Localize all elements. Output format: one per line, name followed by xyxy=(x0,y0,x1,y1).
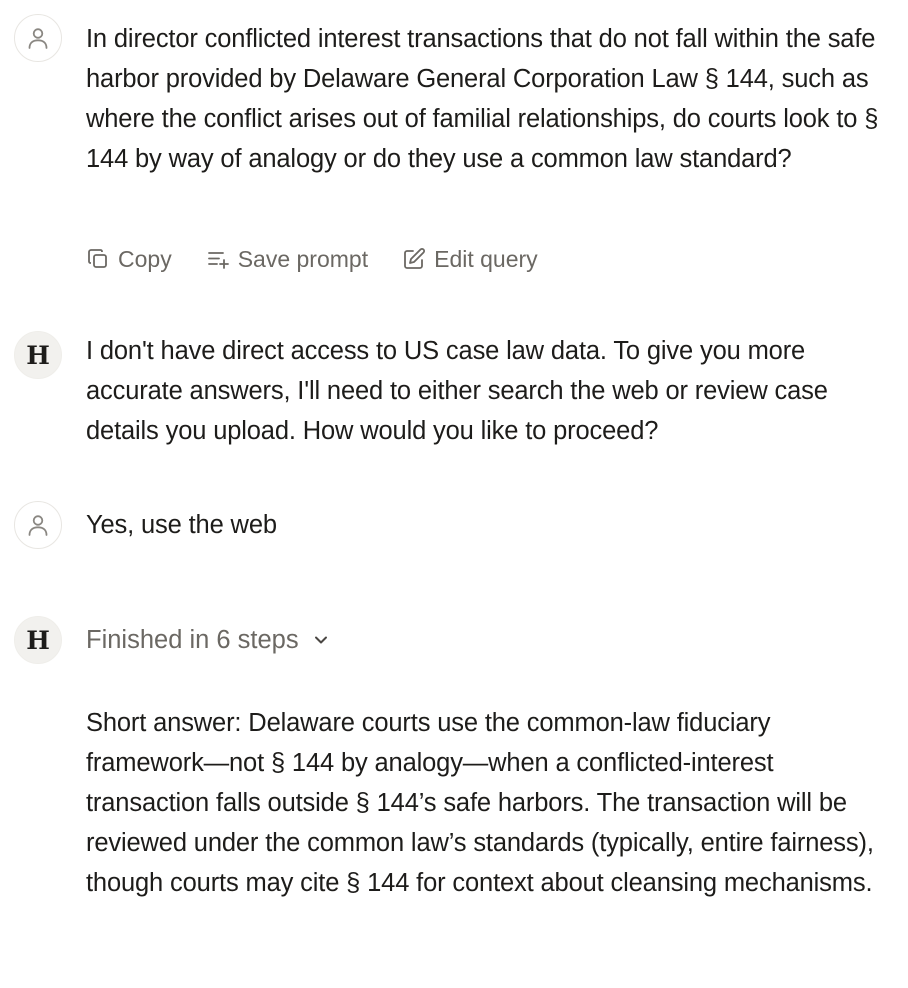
copy-icon xyxy=(86,247,110,271)
assistant-avatar xyxy=(14,616,62,664)
assistant-avatar xyxy=(14,331,62,379)
edit-icon xyxy=(402,247,426,271)
steps-label: Finished in 6 steps xyxy=(86,625,299,654)
user-avatar xyxy=(14,501,62,549)
chevron-down-icon xyxy=(311,630,331,650)
user-message: In director conflicted interest transactions that do not fall within the safe harbor provided by Delaware General Corporation Law § 144, such as where the conflict arises out of familial relationships, do courts look to § 144 by way of analogy or do they use a common law standard? xyxy=(86,25,879,173)
save-prompt-label: Save prompt xyxy=(237,245,369,272)
edit-query-label: Edit query xyxy=(434,245,538,272)
assistant-logo: H xyxy=(26,626,50,655)
assistant-message: I don't have direct access to US case law data. To give you more accurate answers, I'll need to either search the web or review case details you upload. How would you like to proceed? xyxy=(86,337,828,445)
user-icon xyxy=(25,512,51,538)
user-avatar xyxy=(14,14,62,62)
assistant-logo: H xyxy=(26,341,50,370)
copy-label: Copy xyxy=(118,245,172,272)
save-prompt-button[interactable] xyxy=(206,246,368,273)
edit-query-button[interactable] xyxy=(402,246,538,273)
copy-button[interactable] xyxy=(86,246,172,273)
steps-toggle[interactable] xyxy=(86,620,331,660)
message-actions xyxy=(86,240,538,278)
save-prompt-icon xyxy=(206,247,230,271)
assistant-answer: Short answer: Delaware courts use the common-law fiduciary framework—not § 144 by analogy—when a conflicted-interest transaction falls outside § 144’s safe harbors. The transaction will be reviewed under the common law’s standards (typically, entire fairness), though courts may cite § 144 for context about cleansing mechanisms. xyxy=(86,709,874,897)
user-icon xyxy=(25,25,51,51)
user-message: Yes, use the web xyxy=(86,511,277,539)
